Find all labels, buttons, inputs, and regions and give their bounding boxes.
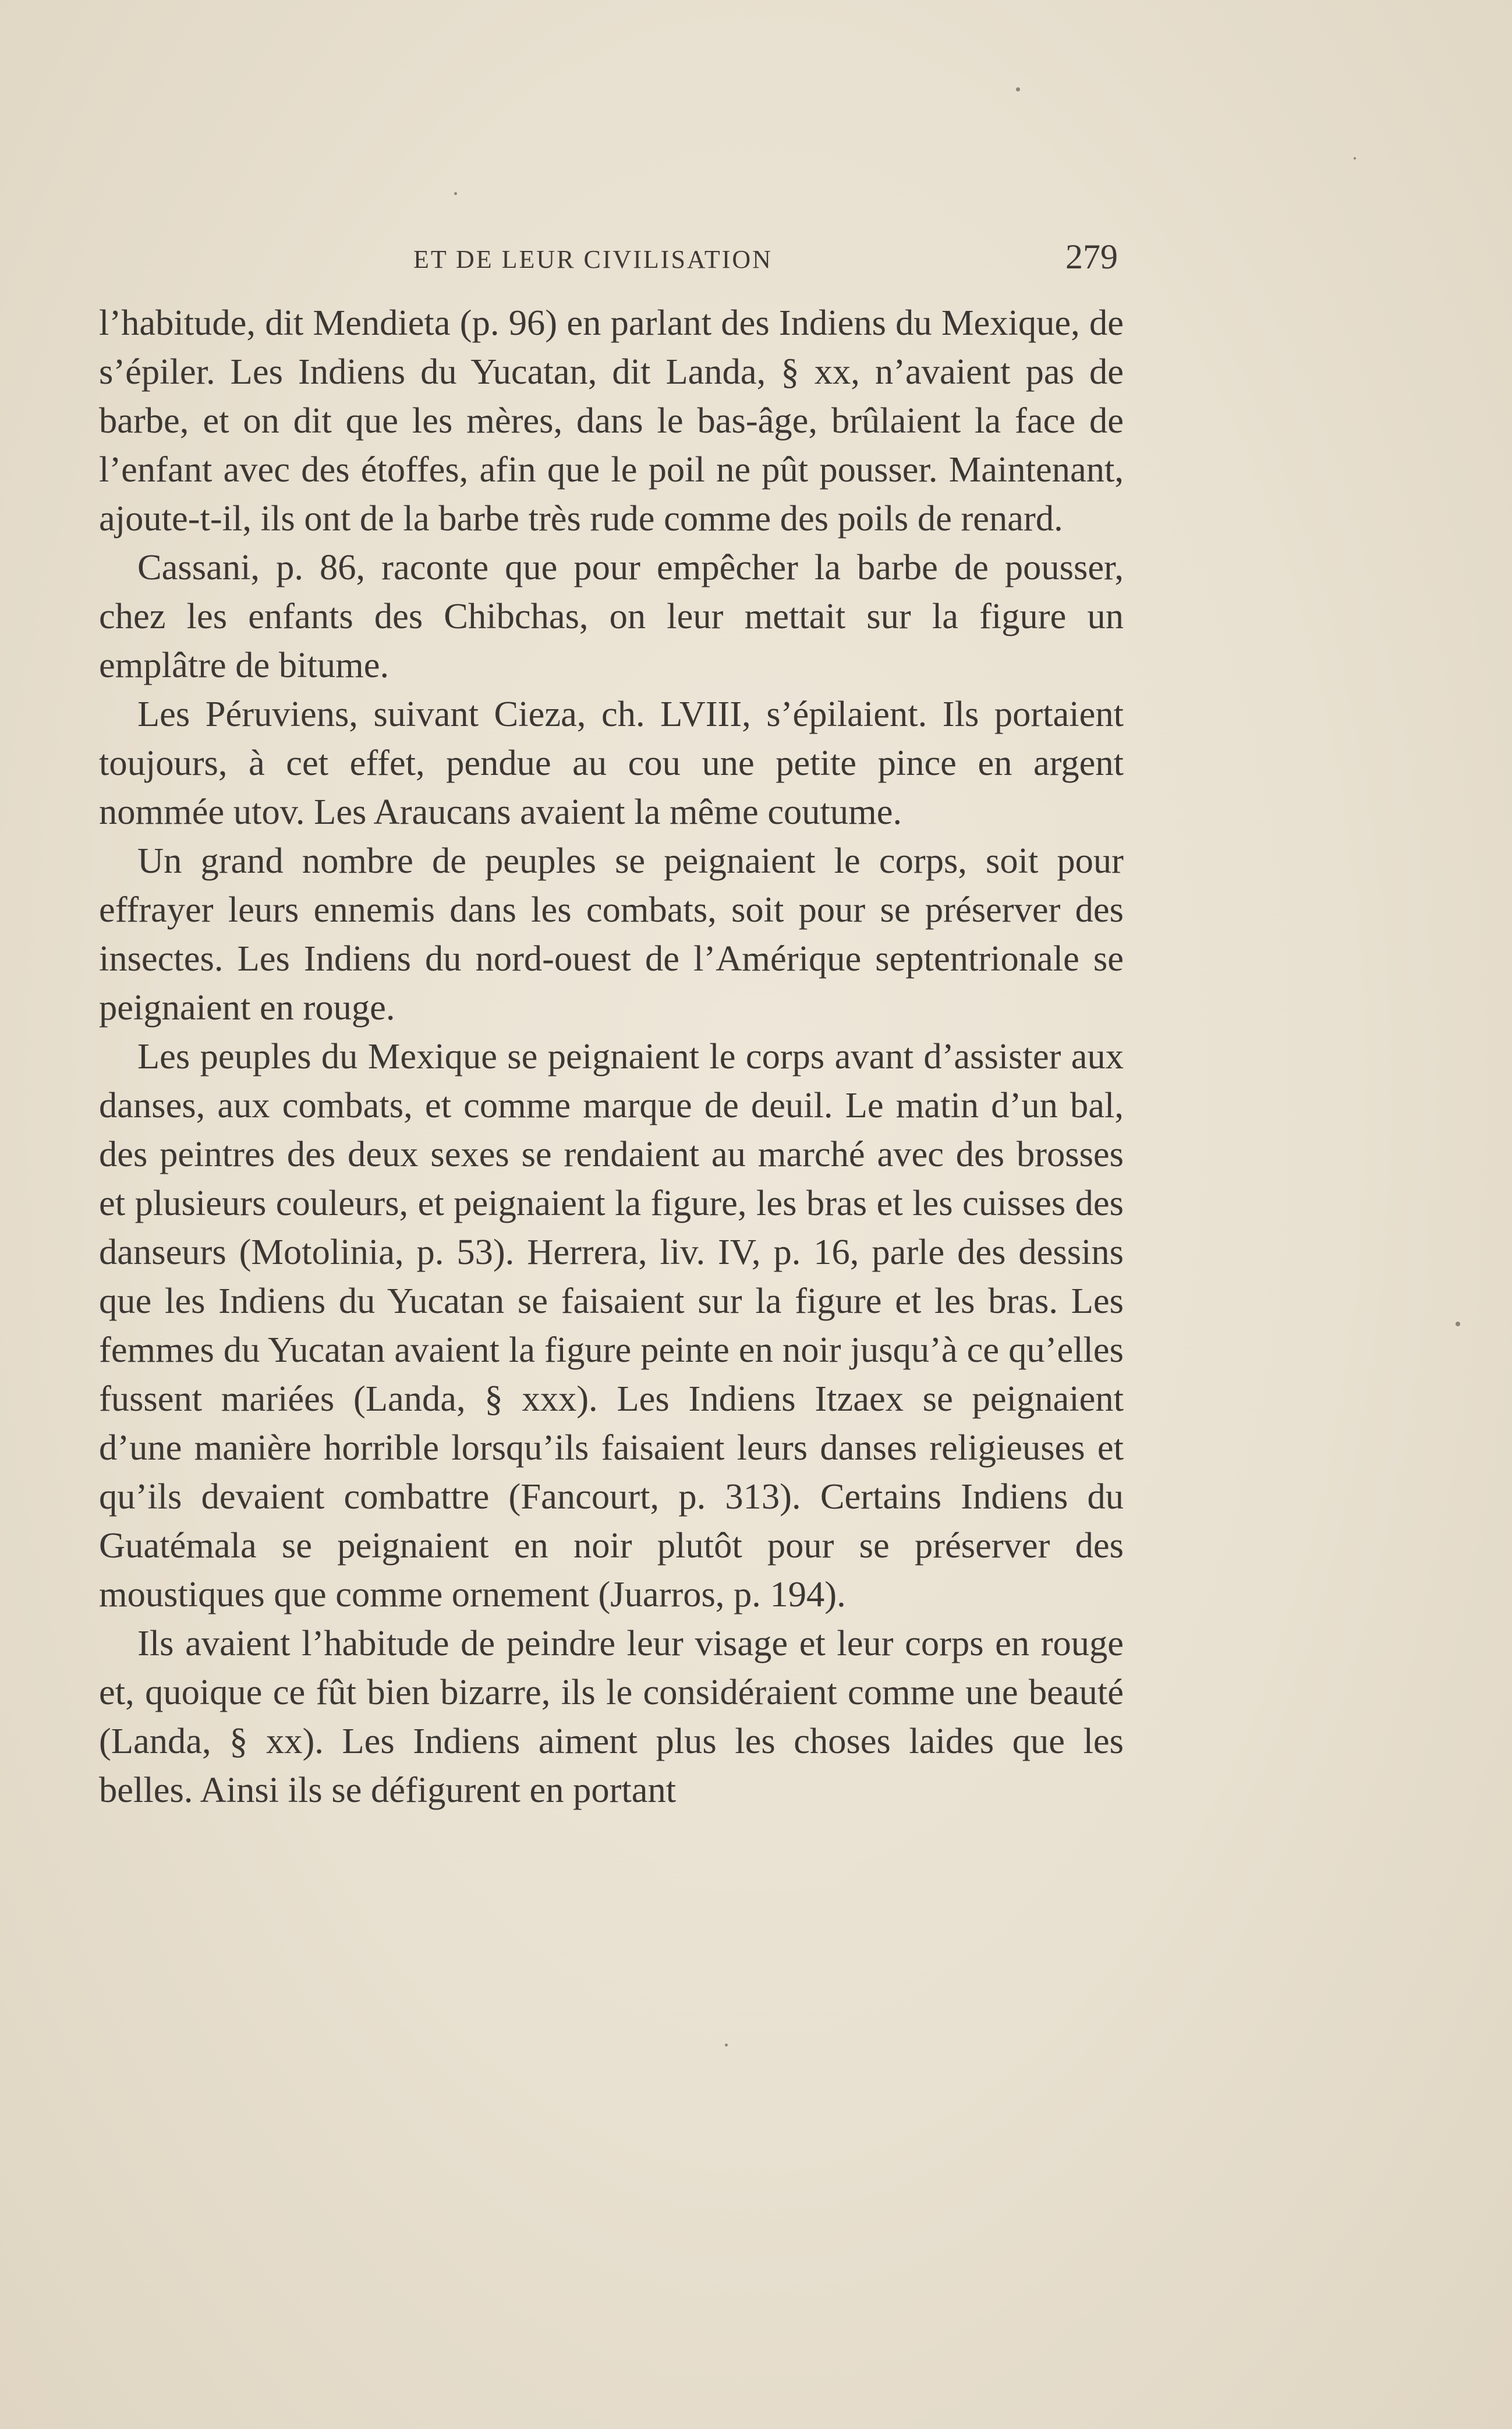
paper-speck <box>454 192 457 195</box>
paper-speck <box>1354 157 1356 160</box>
paragraph-6: Ils avaient l’habitude de peindre leur visage et leur corps en rouge et, quoique ce fût bien bizarre, ils le considéraient comme une beauté (Landa, § xx). Les Indiens aiment plus les choses laides que les belles. Ainsi ils se défigurent en portant <box>99 1623 1124 1810</box>
body-text <box>99 298 1124 1814</box>
running-title: ET DE LEUR CIVILISATION <box>413 245 773 274</box>
paragraph-2: Cassani, p. 86, raconte que pour empêcher la barbe de pousser, chez les enfants des Chibchas, on leur mettait sur la figure un emplâtre de bitume. <box>99 547 1124 685</box>
paper-speck <box>1456 1322 1460 1326</box>
paragraph-5: Les peuples du Mexique se peignaient le corps avant d’assister aux danses, aux combats, et comme marque de deuil. Le matin d’un bal, des peintres des deux sexes se rendaient au marché avec des brosses et plusieurs couleurs, et peignaient la figure, les bras et les cuisses des danseurs (Motolinia, p. 53). Herrera, liv. IV, p. 16, parle des dessins que les Indiens du Yucatan se faisaient sur la figure et les bras. Les femmes du Yucatan avaient la figure peinte en noir jusqu’à ce qu’elles fussent mariées (Landa, § xxx). Les Indiens Itzaex se peignaient d’une manière horrible lorsqu’ils faisaient leurs danses religieuses et qu’ils devaient combattre (Fancourt, p. 313). Certains Indiens du Guatémala se peignaient en noir plutôt pour se préserver des moustiques que comme ornement (Juarros, p. 194). <box>99 1036 1124 1614</box>
page-header <box>99 238 1118 282</box>
page-number: 279 <box>1065 238 1118 276</box>
paragraph-3: Les Péruviens, suivant Cieza, ch. LVIII, s’épilaient. Ils portaient toujours, à cet effet, pendue au cou une petite pince en argent nommée utov. Les Araucans avaient la même coutume. <box>99 693 1124 832</box>
paper-speck <box>1016 87 1020 91</box>
paper-speck <box>725 2044 728 2046</box>
paragraph-1: l’habitude, dit Mendieta (p. 96) en parlant des Indiens du Mexique, de s’épiler. Les Indiens du Yucatan, dit Landa, § xx, n’avaient pas de barbe, et on dit que les mères, dans le bas-âge, brûlaient la face de l’enfant avec des étoffes, afin que le poil ne pût pousser. Maintenant, ajoute-t-il, ils ont de la barbe très rude comme des poils de renard. <box>99 302 1124 539</box>
paragraph-4: Un grand nombre de peuples se peignaient le corps, soit pour effrayer leurs ennemis dans les combats, soit pour se préserver des insectes. Les Indiens du nord-ouest de l’Amérique septentrionale se peignaient en rouge. <box>99 840 1124 1028</box>
